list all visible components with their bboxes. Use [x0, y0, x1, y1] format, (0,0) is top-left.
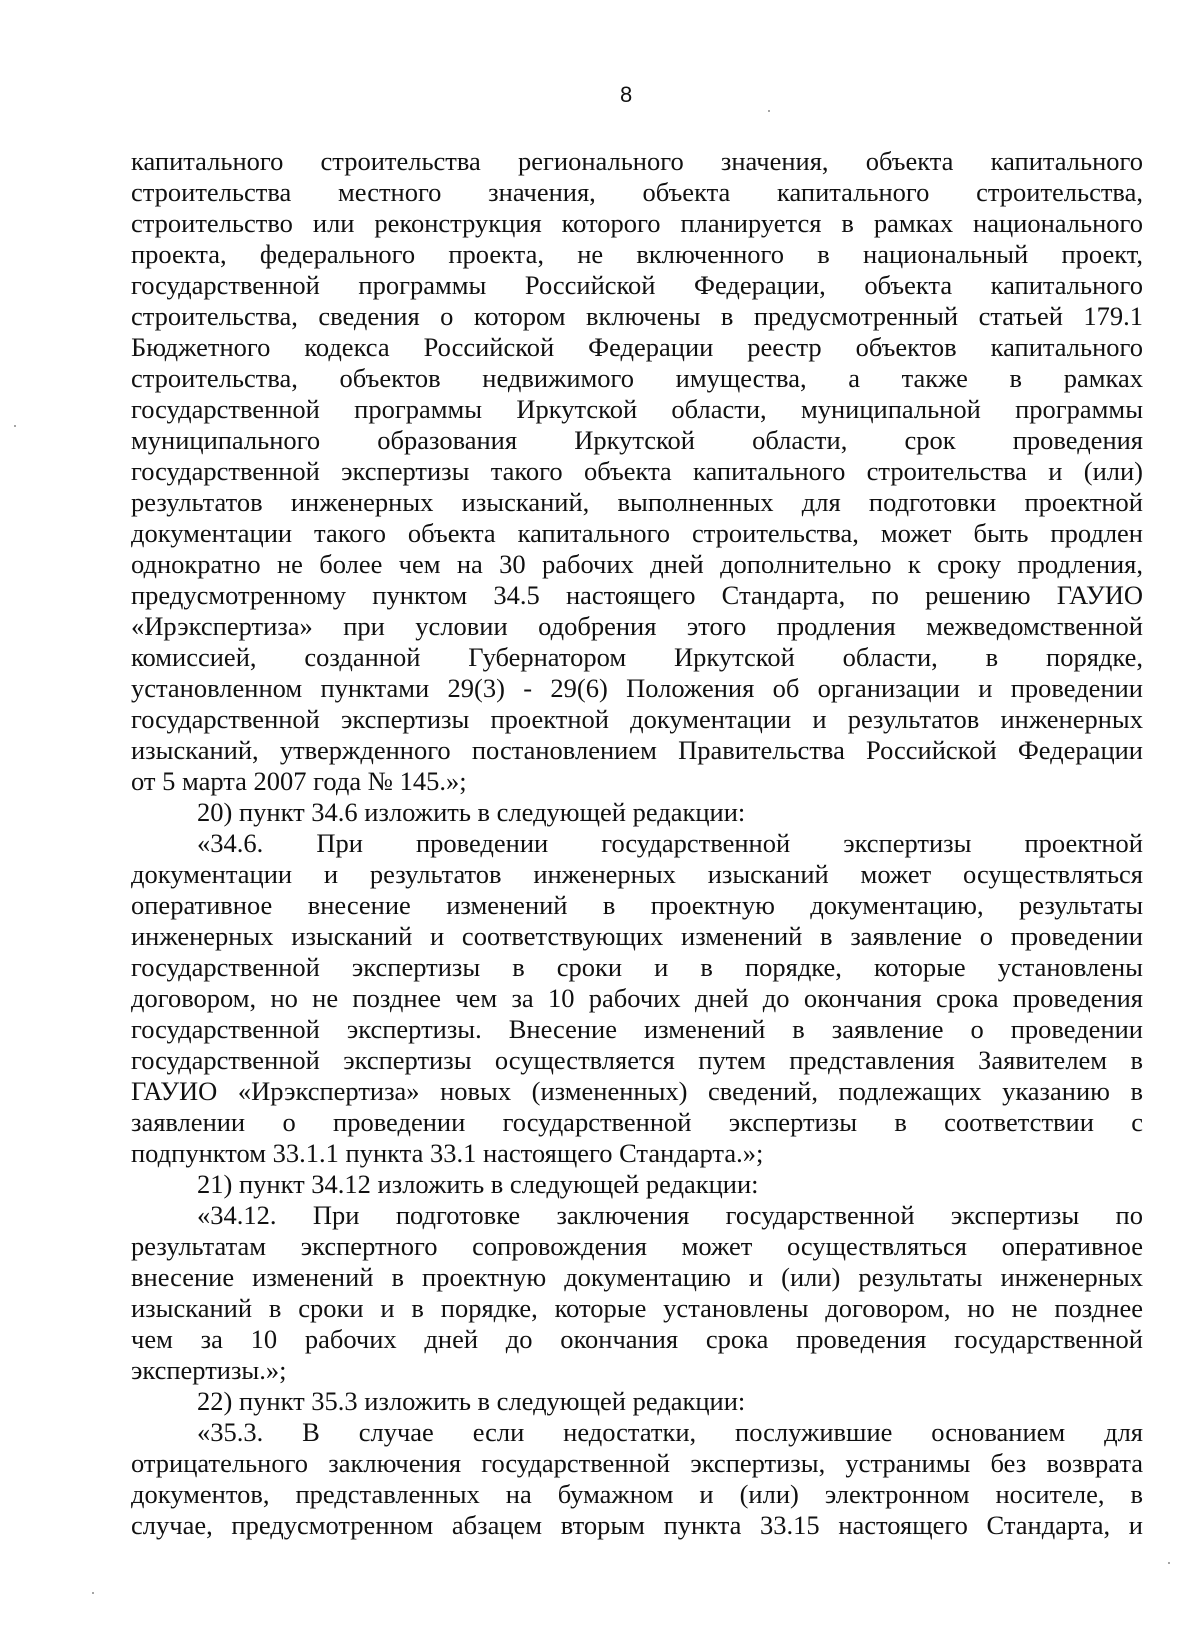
text-line: строительство или реконструкция которого планируется в рамках национального — [131, 208, 1143, 238]
text-line: «35.3. В случае если недостатки, послужившие основанием для — [197, 1417, 1143, 1447]
text-line: государственной экспертизы осуществляется путем представления Заявителем в — [131, 1045, 1143, 1075]
text-line: Бюджетного кодекса Российской Федерации реестр объектов капитального — [131, 332, 1143, 362]
text-line: строительства, сведения о котором включены в предусмотренный статьей 179.1 — [131, 301, 1143, 331]
text-line: государственной экспертизы проектной документации и результатов инженерных — [131, 704, 1143, 734]
text-line: предусмотренному пунктом 34.5 настоящего Стандарта, по решению ГАУИО — [131, 580, 1143, 610]
text-line: изысканий, утвержденного постановлением Правительства Российской Федерации — [131, 735, 1143, 765]
text-line: от 5 марта 2007 года № 145.»; — [131, 766, 467, 796]
text-line: 21) пункт 34.12 изложить в следующей редакции: — [197, 1169, 759, 1199]
text-line: заявлении о проведении государственной экспертизы в соответствии с — [131, 1107, 1143, 1137]
text-line: документации и результатов инженерных изысканий может осуществляться — [131, 859, 1143, 889]
text-line: 22) пункт 35.3 изложить в следующей редакции: — [197, 1386, 746, 1416]
text-line: ГАУИО «Ирэкспертиза» новых (измененных) сведений, подлежащих указанию в — [131, 1076, 1143, 1106]
text-line: государственной программы Иркутской области, муниципальной программы — [131, 394, 1143, 424]
text-line: установленном пунктами 29(3) - 29(6) Положения об организации и проведении — [131, 673, 1143, 703]
text-line: результатов инженерных изысканий, выполненных для подготовки проектной — [131, 487, 1143, 517]
text-line: экспертизы.»; — [131, 1355, 287, 1385]
page-number: 8 — [620, 82, 633, 107]
text-line: подпунктом 33.1.1 пункта 33.1 настоящего Стандарта.»; — [131, 1138, 764, 1168]
text-line: оперативное внесение изменений в проектную документацию, результаты — [131, 890, 1143, 920]
text-line: отрицательного заключения государственной экспертизы, устранимы без возврата — [131, 1448, 1143, 1478]
text-line: внесение изменений в проектную документацию и (или) результаты инженерных — [131, 1262, 1143, 1292]
text-line: государственной экспертизы. Внесение изменений в заявление о проведении — [131, 1014, 1143, 1044]
text-line: чем за 10 рабочих дней до окончания срока проведения государственной — [131, 1324, 1143, 1354]
text-line: результатам экспертного сопровождения может осуществляться оперативное — [131, 1231, 1143, 1261]
text-line: комиссией, созданной Губернатором Иркутской области, в порядке, — [131, 642, 1143, 672]
scan-speck — [92, 1592, 94, 1594]
text-line: изысканий в сроки и в порядке, которые установлены договором, но не позднее — [131, 1293, 1143, 1323]
text-line: 20) пункт 34.6 изложить в следующей редакции: — [197, 797, 746, 827]
text-line: государственной экспертизы такого объекта капитального строительства и (или) — [131, 456, 1143, 486]
text-line: «Ирэкспертиза» при условии одобрения этого продления межведомственной — [131, 611, 1143, 641]
text-line: капитального строительства регионального значения, объекта капитального — [131, 146, 1143, 176]
text-line: однократно не более чем на 30 рабочих дней дополнительно к сроку продления, — [131, 549, 1143, 579]
text-line: строительства местного значения, объекта капитального строительства, — [131, 177, 1143, 207]
text-line: муниципального образования Иркутской области, срок проведения — [131, 425, 1143, 455]
text-line: документации такого объекта капитального строительства, может быть продлен — [131, 518, 1143, 548]
text-line: государственной экспертизы в сроки и в порядке, которые установлены — [131, 952, 1143, 982]
text-line: проекта, федерального проекта, не включенного в национальный проект, — [131, 239, 1143, 269]
text-line: инженерных изысканий и соответствующих изменений в заявление о проведении — [131, 921, 1143, 951]
scan-speck — [768, 110, 770, 112]
text-line: государственной программы Российской Федерации, объекта капитального — [131, 270, 1143, 300]
text-line: случае, предусмотренном абзацем вторым пункта 33.15 настоящего Стандарта, и — [131, 1510, 1143, 1540]
text-line: договором, но не позднее чем за 10 рабочих дней до окончания срока проведения — [131, 983, 1143, 1013]
text-line: «34.12. При подготовке заключения государственной экспертизы по — [197, 1200, 1143, 1230]
scan-speck — [14, 425, 16, 427]
text-line: строительства, объектов недвижимого имущества, а также в рамках — [131, 363, 1143, 393]
text-line: «34.6. При проведении государственной экспертизы проектной — [197, 828, 1143, 858]
scan-speck — [1168, 1562, 1170, 1564]
text-line: документов, представленных на бумажном и (или) электронном носителе, в — [131, 1479, 1143, 1509]
